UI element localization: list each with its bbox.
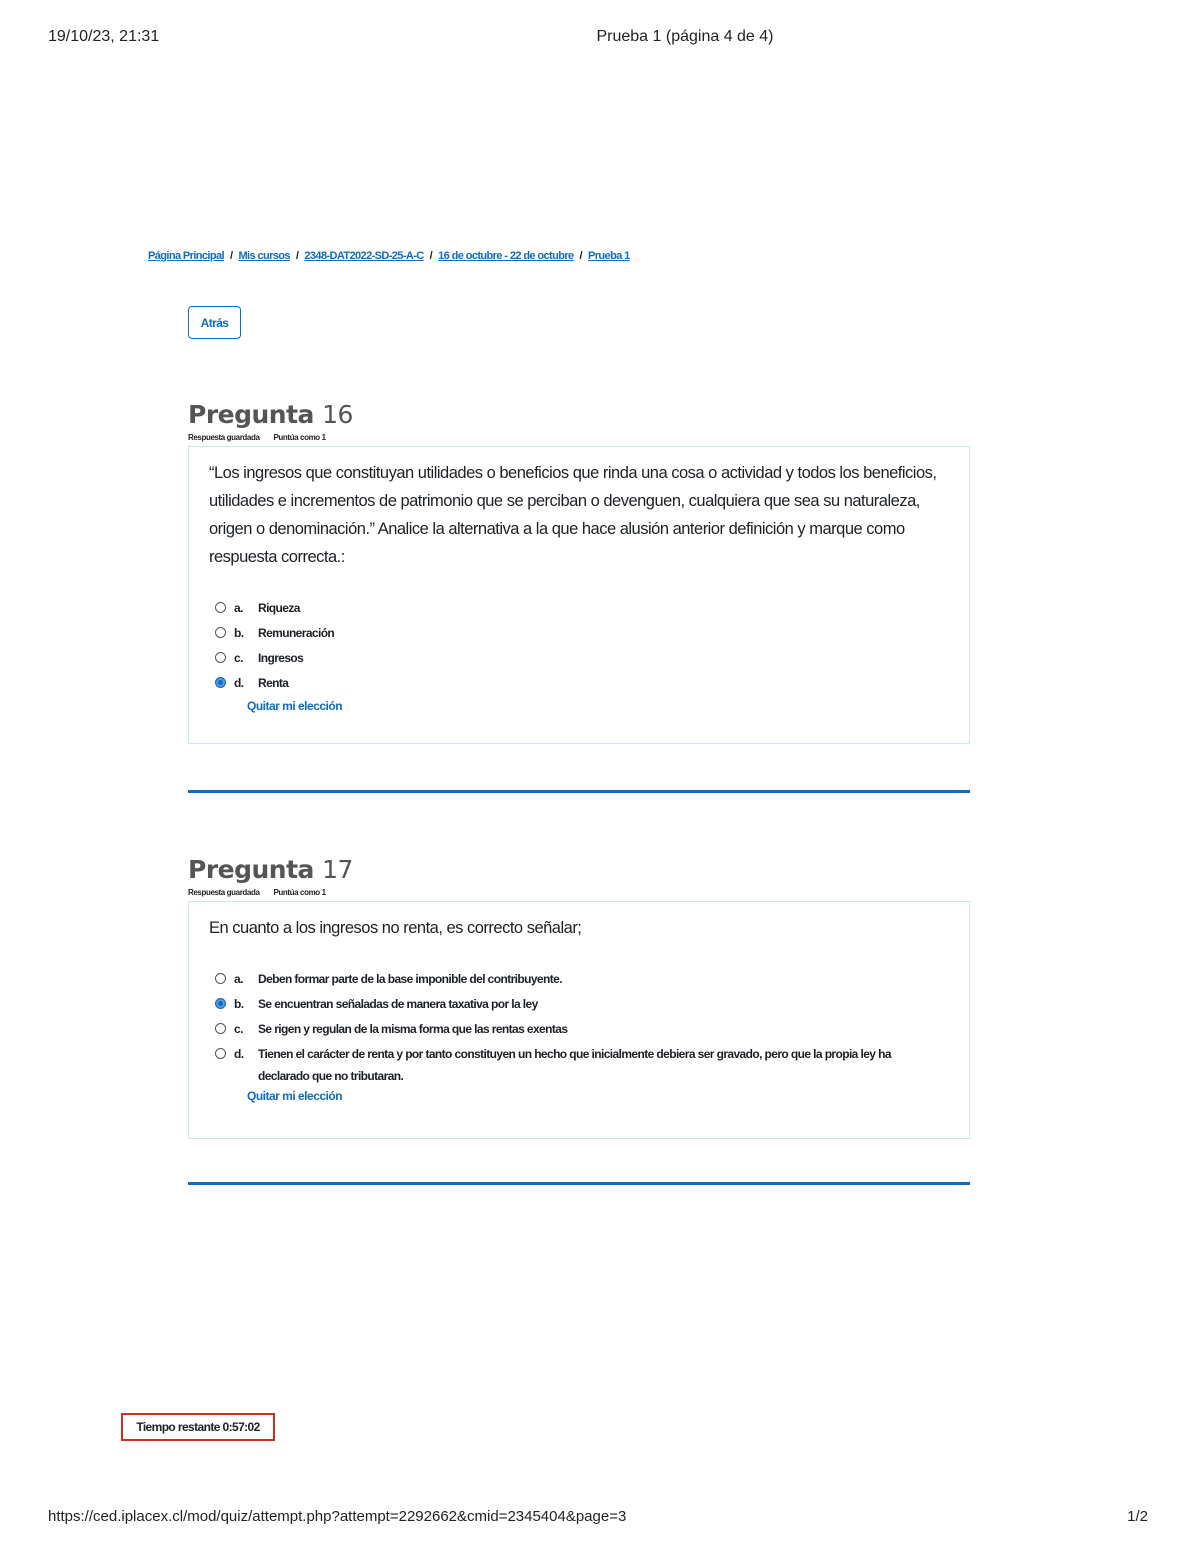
question-text: En cuanto a los ingresos no renta, es correcto señalar; <box>209 919 582 937</box>
radio-button[interactable] <box>215 1048 226 1059</box>
question-title-word: Pregunta <box>188 855 314 884</box>
question-number: 17 <box>322 855 353 884</box>
answer-list <box>209 968 949 1087</box>
radio-button[interactable] <box>215 602 226 613</box>
time-remaining: Tiempo restante 0:57:02 <box>121 1413 275 1441</box>
question-meta <box>188 433 970 442</box>
answer-option-d[interactable] <box>215 1043 949 1087</box>
answer-option-c[interactable] <box>215 1018 949 1043</box>
question-divider <box>188 790 970 793</box>
breadcrumb-week[interactable]: 16 de octubre - 22 de octubre <box>438 250 574 262</box>
answer-text: Remuneración <box>258 626 335 640</box>
answer-text: Ingresos <box>258 651 304 665</box>
clear-choice-link[interactable]: Quitar mi elección <box>247 1089 343 1103</box>
question-title <box>188 855 970 884</box>
answer-text: Riqueza <box>258 601 300 615</box>
question-status: Respuesta guardada <box>188 888 260 897</box>
question-status: Respuesta guardada <box>188 433 260 442</box>
answer-letter: a. <box>234 601 243 615</box>
answer-letter: a. <box>234 972 243 986</box>
answer-option-a[interactable] <box>215 597 949 622</box>
answer-letter: c. <box>234 651 243 665</box>
radio-button[interactable] <box>215 652 226 663</box>
question-meta <box>188 888 970 897</box>
question-mark: Puntúa como 1 <box>273 888 326 897</box>
answer-letter: b. <box>234 626 244 640</box>
question-text: “Los ingresos que constituyan utilidades o beneficios que rinda una cosa o actividad y todos los beneficios, utilidades e incrementos de patrimonio que se perciban o devenguen, cualquiera que sea su naturaleza, origen o denominación.” Analice la alternativa a la que hace alusión anterior definición y marque como respuesta correcta.: <box>209 464 937 566</box>
print-title: Prueba 1 (página 4 de 4) <box>596 28 774 45</box>
print-datetime: 19/10/23, 21:31 <box>48 28 160 45</box>
answer-letter: d. <box>234 1047 244 1061</box>
breadcrumb-separator: / <box>579 250 583 262</box>
answer-text: Se encuentran señaladas de manera taxativa por la ley <box>258 997 538 1011</box>
print-page-number: 1/2 <box>1127 1508 1148 1525</box>
radio-button[interactable] <box>215 973 226 984</box>
radio-button-selected[interactable] <box>215 998 226 1009</box>
answer-letter: b. <box>234 997 244 1011</box>
question-16 <box>188 400 970 744</box>
breadcrumb-separator: / <box>295 250 299 262</box>
question-17 <box>188 855 970 1139</box>
question-title <box>188 400 970 429</box>
breadcrumb-separator: / <box>429 250 433 262</box>
question-content <box>188 901 970 1139</box>
answer-option-a[interactable] <box>215 968 949 993</box>
print-url: https://ced.iplacex.cl/mod/quiz/attempt.php?attempt=2292662&cmid=2345404&page=3 <box>48 1508 627 1525</box>
answer-letter: c. <box>234 1022 243 1036</box>
radio-button[interactable] <box>215 1023 226 1034</box>
answer-option-c[interactable] <box>215 647 949 672</box>
answer-option-d[interactable] <box>215 672 949 697</box>
question-title-word: Pregunta <box>188 400 314 429</box>
answer-option-b[interactable] <box>215 622 949 647</box>
breadcrumb-quiz[interactable]: Prueba 1 <box>588 250 630 262</box>
question-number: 16 <box>322 400 353 429</box>
answer-text: Deben formar parte de la base imponible del contribuyente. <box>258 972 562 986</box>
answer-list <box>209 597 949 697</box>
answer-text: Tienen el carácter de renta y por tanto constituyen un hecho que inicialmente debiera ser gravado, pero que la propia ley ha declarado que no tributaran. <box>258 1047 891 1083</box>
back-button[interactable]: Atrás <box>188 306 241 339</box>
breadcrumb-separator: / <box>229 250 233 262</box>
radio-button[interactable] <box>215 627 226 638</box>
answer-text: Renta <box>258 676 289 690</box>
breadcrumb-my-courses[interactable]: Mis cursos <box>238 250 290 262</box>
breadcrumb <box>148 250 630 262</box>
question-mark: Puntúa como 1 <box>273 433 326 442</box>
answer-text: Se rigen y regulan de la misma forma que las rentas exentas <box>258 1022 568 1036</box>
clear-choice-link[interactable]: Quitar mi elección <box>247 699 343 713</box>
answer-letter: d. <box>234 676 244 690</box>
breadcrumb-home[interactable]: Página Principal <box>148 250 224 262</box>
question-divider <box>188 1182 970 1185</box>
breadcrumb-course[interactable]: 2348-DAT2022-SD-25-A-C <box>304 250 424 262</box>
radio-button-selected[interactable] <box>215 677 226 688</box>
question-content <box>188 446 970 744</box>
answer-option-b[interactable] <box>215 993 949 1018</box>
